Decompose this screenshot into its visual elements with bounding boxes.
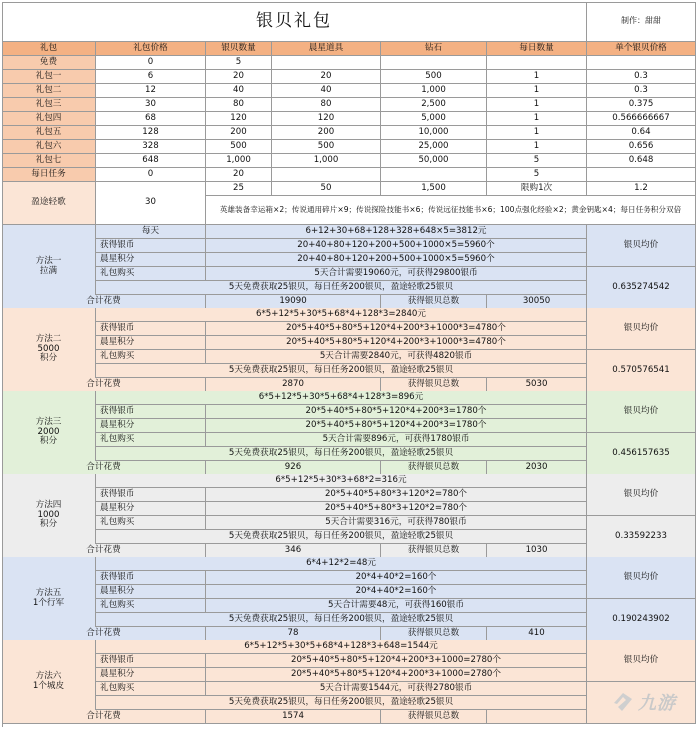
row-label: 晨星积分 [96,419,206,433]
row-label: 获得银币 [96,571,206,585]
star-formula: 20*5+40*5+80*5+120*4+200*3+1000*3=4780个 [206,336,587,350]
pack-cell: 1,000 [206,154,272,168]
row-label: 晨星积分 [96,253,206,267]
column-header: 银贝数量 [206,42,272,56]
row-label: 礼包购买 [96,682,206,696]
total-label: 获得银贝总数 [381,710,487,724]
row-label: 每天 [96,225,206,239]
column-header: 单个银贝价格 [587,42,696,56]
method-name: 方法四 1000 积分 [2,474,96,558]
ying-name: 盈途轻歌 [2,182,96,225]
row-label: 礼包购买 [96,433,206,447]
avg-value: 0.33592233 [587,516,696,558]
pack-cell: 1 [487,126,587,140]
total-label: 合计花费 [2,627,206,641]
star-formula: 20*5+40*5+80*5+120*4+200*3=1780个 [206,419,587,433]
pack-cell: 20 [206,168,272,182]
avg-value: 0.635274542 [587,267,696,309]
pack-cell: 0 [96,56,206,70]
buy-summary: 5天合计需要48元，可获得160银币 [206,599,587,613]
avg-value: 0.570576541 [587,350,696,392]
avg-label: 银贝均价 [587,557,696,599]
pack-name: 礼包四 [2,112,96,126]
column-header: 晨星道具 [272,42,381,56]
row-label: 礼包购买 [96,350,206,364]
star-formula: 20*4+40*2=160个 [206,585,587,599]
pack-cell: 5 [487,154,587,168]
method-name: 方法一 拉满 [2,225,96,309]
buy-summary: 5天合计需要1544元，可获得2780银币 [206,682,587,696]
pack-cell [487,56,587,70]
free-summary: 5天免费获取25银贝，每日任务200银贝，盈途轻歌25银贝 [96,613,587,627]
row-label: 晨星积分 [96,668,206,682]
silver-formula: 20*5+40*5+80*5+120*4+200*3=1780个 [206,405,587,419]
total-cost: 78 [206,627,381,641]
pack-cell: 5 [206,56,272,70]
pack-cell: 1,000 [272,154,381,168]
row-label: 获得银币 [96,405,206,419]
total-silver: 30050 [487,295,587,309]
silver-formula: 20*4+40*2=160个 [206,571,587,585]
pack-cell: 0.566666667 [587,112,696,126]
total-label: 合计花费 [2,710,206,724]
star-formula: 20+40+80+120+200+500+1000×5=5960个 [206,253,587,267]
free-summary: 5天免费获取25银贝，每日任务200银贝，盈途轻歌25银贝 [96,447,587,461]
buy-summary: 5天合计需要2840元，可获得4820银币 [206,350,587,364]
column-header: 礼包价格 [96,42,206,56]
pack-cell: 200 [272,126,381,140]
row-label: 获得银币 [96,322,206,336]
method-name: 方法三 2000 积分 [2,391,96,475]
ying-cell: 50 [272,182,381,196]
pack-cell: 1 [487,84,587,98]
pack-cell: 500 [381,70,487,84]
total-label: 合计花费 [2,544,206,558]
total-label: 获得银贝总数 [381,627,487,641]
pack-cell: 1 [487,98,587,112]
nine-game-logo-icon [610,689,636,715]
avg-label: 银贝均价 [587,640,696,682]
pack-cell [587,168,696,182]
total-silver: 2030 [487,461,587,475]
buy-summary: 5天合计需要316元，可获得780银币 [206,516,587,530]
free-summary: 5天免费获取25银贝，每日任务200银贝，盈途轻歌25银贝 [96,696,587,710]
pack-name: 礼包二 [2,84,96,98]
pack-cell: 0.3 [587,70,696,84]
row-label: 礼包购买 [96,599,206,613]
total-cost: 346 [206,544,381,558]
total-cost: 926 [206,461,381,475]
total-label: 获得银贝总数 [381,295,487,309]
buy-summary: 5天合计需要19060元，可获得29800银币 [206,267,587,281]
row-label: 获得银币 [96,239,206,253]
pack-cell: 1 [487,112,587,126]
free-summary: 5天免费获取25银贝，每日任务200银贝，盈途轻歌25银贝 [96,530,587,544]
pack-cell: 200 [206,126,272,140]
row-label: 晨星积分 [96,502,206,516]
pack-cell [381,56,487,70]
silver-formula: 20+40+80+120+200+500+1000×5=5960个 [206,239,587,253]
pack-name: 礼包一 [2,70,96,84]
star-formula: 20*5+40*5+80*3+120*2=780个 [206,502,587,516]
watermark-logo [610,683,694,721]
total-silver: 410 [487,627,587,641]
total-cost: 19090 [206,295,381,309]
row-label: 礼包购买 [96,267,206,281]
pack-cell: 50,000 [381,154,487,168]
method-name: 方法五 1个行军 [2,557,96,641]
ying-cell: 限购1次 [487,182,587,196]
row-label: 获得银币 [96,488,206,502]
row-label: 晨星积分 [96,336,206,350]
pack-cell: 5,000 [381,112,487,126]
pack-cell: 1 [487,140,587,154]
pack-name: 礼包七 [2,154,96,168]
row-label: 礼包购买 [96,516,206,530]
formula: 6*5+12*5+30*5+68*4+128*3=2840元 [96,308,587,322]
pack-cell: 10,000 [381,126,487,140]
total-label: 获得银贝总数 [381,461,487,475]
row-label: 获得银币 [96,654,206,668]
pack-cell: 2,500 [381,98,487,112]
pack-cell: 1,000 [381,84,487,98]
pack-cell: 328 [96,140,206,154]
avg-value: 0.456157635 [587,433,696,475]
pack-cell: 80 [206,98,272,112]
formula: 6*5+12*5+30*5+68*4+128*3=896元 [96,391,587,405]
star-formula: 20*5+40*5+80*5+120*4+200*3+1000=2780个 [206,668,587,682]
pack-cell: 120 [272,112,381,126]
pack-cell: 0.3 [587,84,696,98]
page-title: 银贝礼包 [2,2,587,42]
silver-formula: 20*5+40*5+80*3+120*2=780个 [206,488,587,502]
pack-cell: 0.648 [587,154,696,168]
avg-label: 银贝均价 [587,391,696,433]
total-label: 合计花费 [2,295,206,309]
total-silver [487,710,587,724]
pack-cell: 6 [96,70,206,84]
pack-cell: 0.64 [587,126,696,140]
pack-cell [587,56,696,70]
formula: 6*5+12*5+30*3+68*2=316元 [96,474,587,488]
formula: 6*4+12*2=48元 [96,557,587,571]
credit: 制作：甜甜 [587,2,696,42]
total-cost: 1574 [206,710,381,724]
formula: 6+12+30+68+128+328+648×5=3812元 [206,225,587,239]
total-label: 合计花费 [2,378,206,392]
pack-cell: 40 [206,84,272,98]
method-name: 方法二 5000 积分 [2,308,96,392]
pack-cell: 12 [96,84,206,98]
pack-cell: 80 [272,98,381,112]
ying-price: 30 [96,182,206,225]
avg-label: 银贝均价 [587,474,696,516]
buy-summary: 5天合计需要896元，可获得1780银币 [206,433,587,447]
pack-cell: 5 [487,168,587,182]
pack-name: 礼包六 [2,140,96,154]
method-name: 方法六 1个城皮 [2,640,96,724]
pack-cell: 500 [272,140,381,154]
pack-cell: 25,000 [381,140,487,154]
pack-name: 礼包五 [2,126,96,140]
ying-cell: 1.2 [587,182,696,196]
column-header: 礼包 [2,42,96,56]
total-silver: 5030 [487,378,587,392]
pack-cell: 30 [96,98,206,112]
pack-cell: 0 [96,168,206,182]
avg-value: 0.190243902 [587,599,696,641]
watermark-text: 九游 [638,693,676,714]
column-header: 钻石 [381,42,487,56]
row-label: 晨星积分 [96,585,206,599]
total-label: 获得银贝总数 [381,544,487,558]
pack-cell: 0.375 [587,98,696,112]
pack-cell [381,168,487,182]
pack-cell: 0.656 [587,140,696,154]
total-label: 获得银贝总数 [381,378,487,392]
ying-cell: 25 [206,182,272,196]
pack-cell: 648 [96,154,206,168]
total-label: 合计花费 [2,461,206,475]
pack-name: 免费 [2,56,96,70]
ying-desc: 英雄装备幸运箱×2；传说通用碎片×9；传说探险技能书×6；传说远征技能书×6；100点强化经验×2；黄金钥匙×4；每日任务积分双倍 [206,196,696,225]
silver-formula: 20*5+40*5+80*5+120*4+200*3+1000*3=4780个 [206,322,587,336]
pack-cell: 128 [96,126,206,140]
silver-formula: 20*5+40*5+80*5+120*4+200*3+1000=2780个 [206,654,587,668]
pack-cell: 1 [487,70,587,84]
formula: 6*5+12*5+30*5+68*4+128*3+648=1544元 [96,640,587,654]
pack-cell: 500 [206,140,272,154]
column-header: 每日数量 [487,42,587,56]
avg-label: 银贝均价 [587,225,696,267]
free-summary: 5天免费获取25银贝，每日任务200银贝，盈途轻歌25银贝 [96,281,587,295]
total-silver: 1030 [487,544,587,558]
total-cost: 2870 [206,378,381,392]
pack-cell: 68 [96,112,206,126]
pack-cell [272,56,381,70]
pack-cell: 40 [272,84,381,98]
pack-name: 礼包三 [2,98,96,112]
pack-cell: 20 [206,70,272,84]
ying-cell: 1,500 [381,182,487,196]
pack-cell [272,168,381,182]
free-summary: 5天免费获取25银贝，每日任务200银贝，盈途轻歌25银贝 [96,364,587,378]
avg-label: 银贝均价 [587,308,696,350]
pack-cell: 120 [206,112,272,126]
pack-cell: 20 [272,70,381,84]
pack-name: 每日任务 [2,168,96,182]
